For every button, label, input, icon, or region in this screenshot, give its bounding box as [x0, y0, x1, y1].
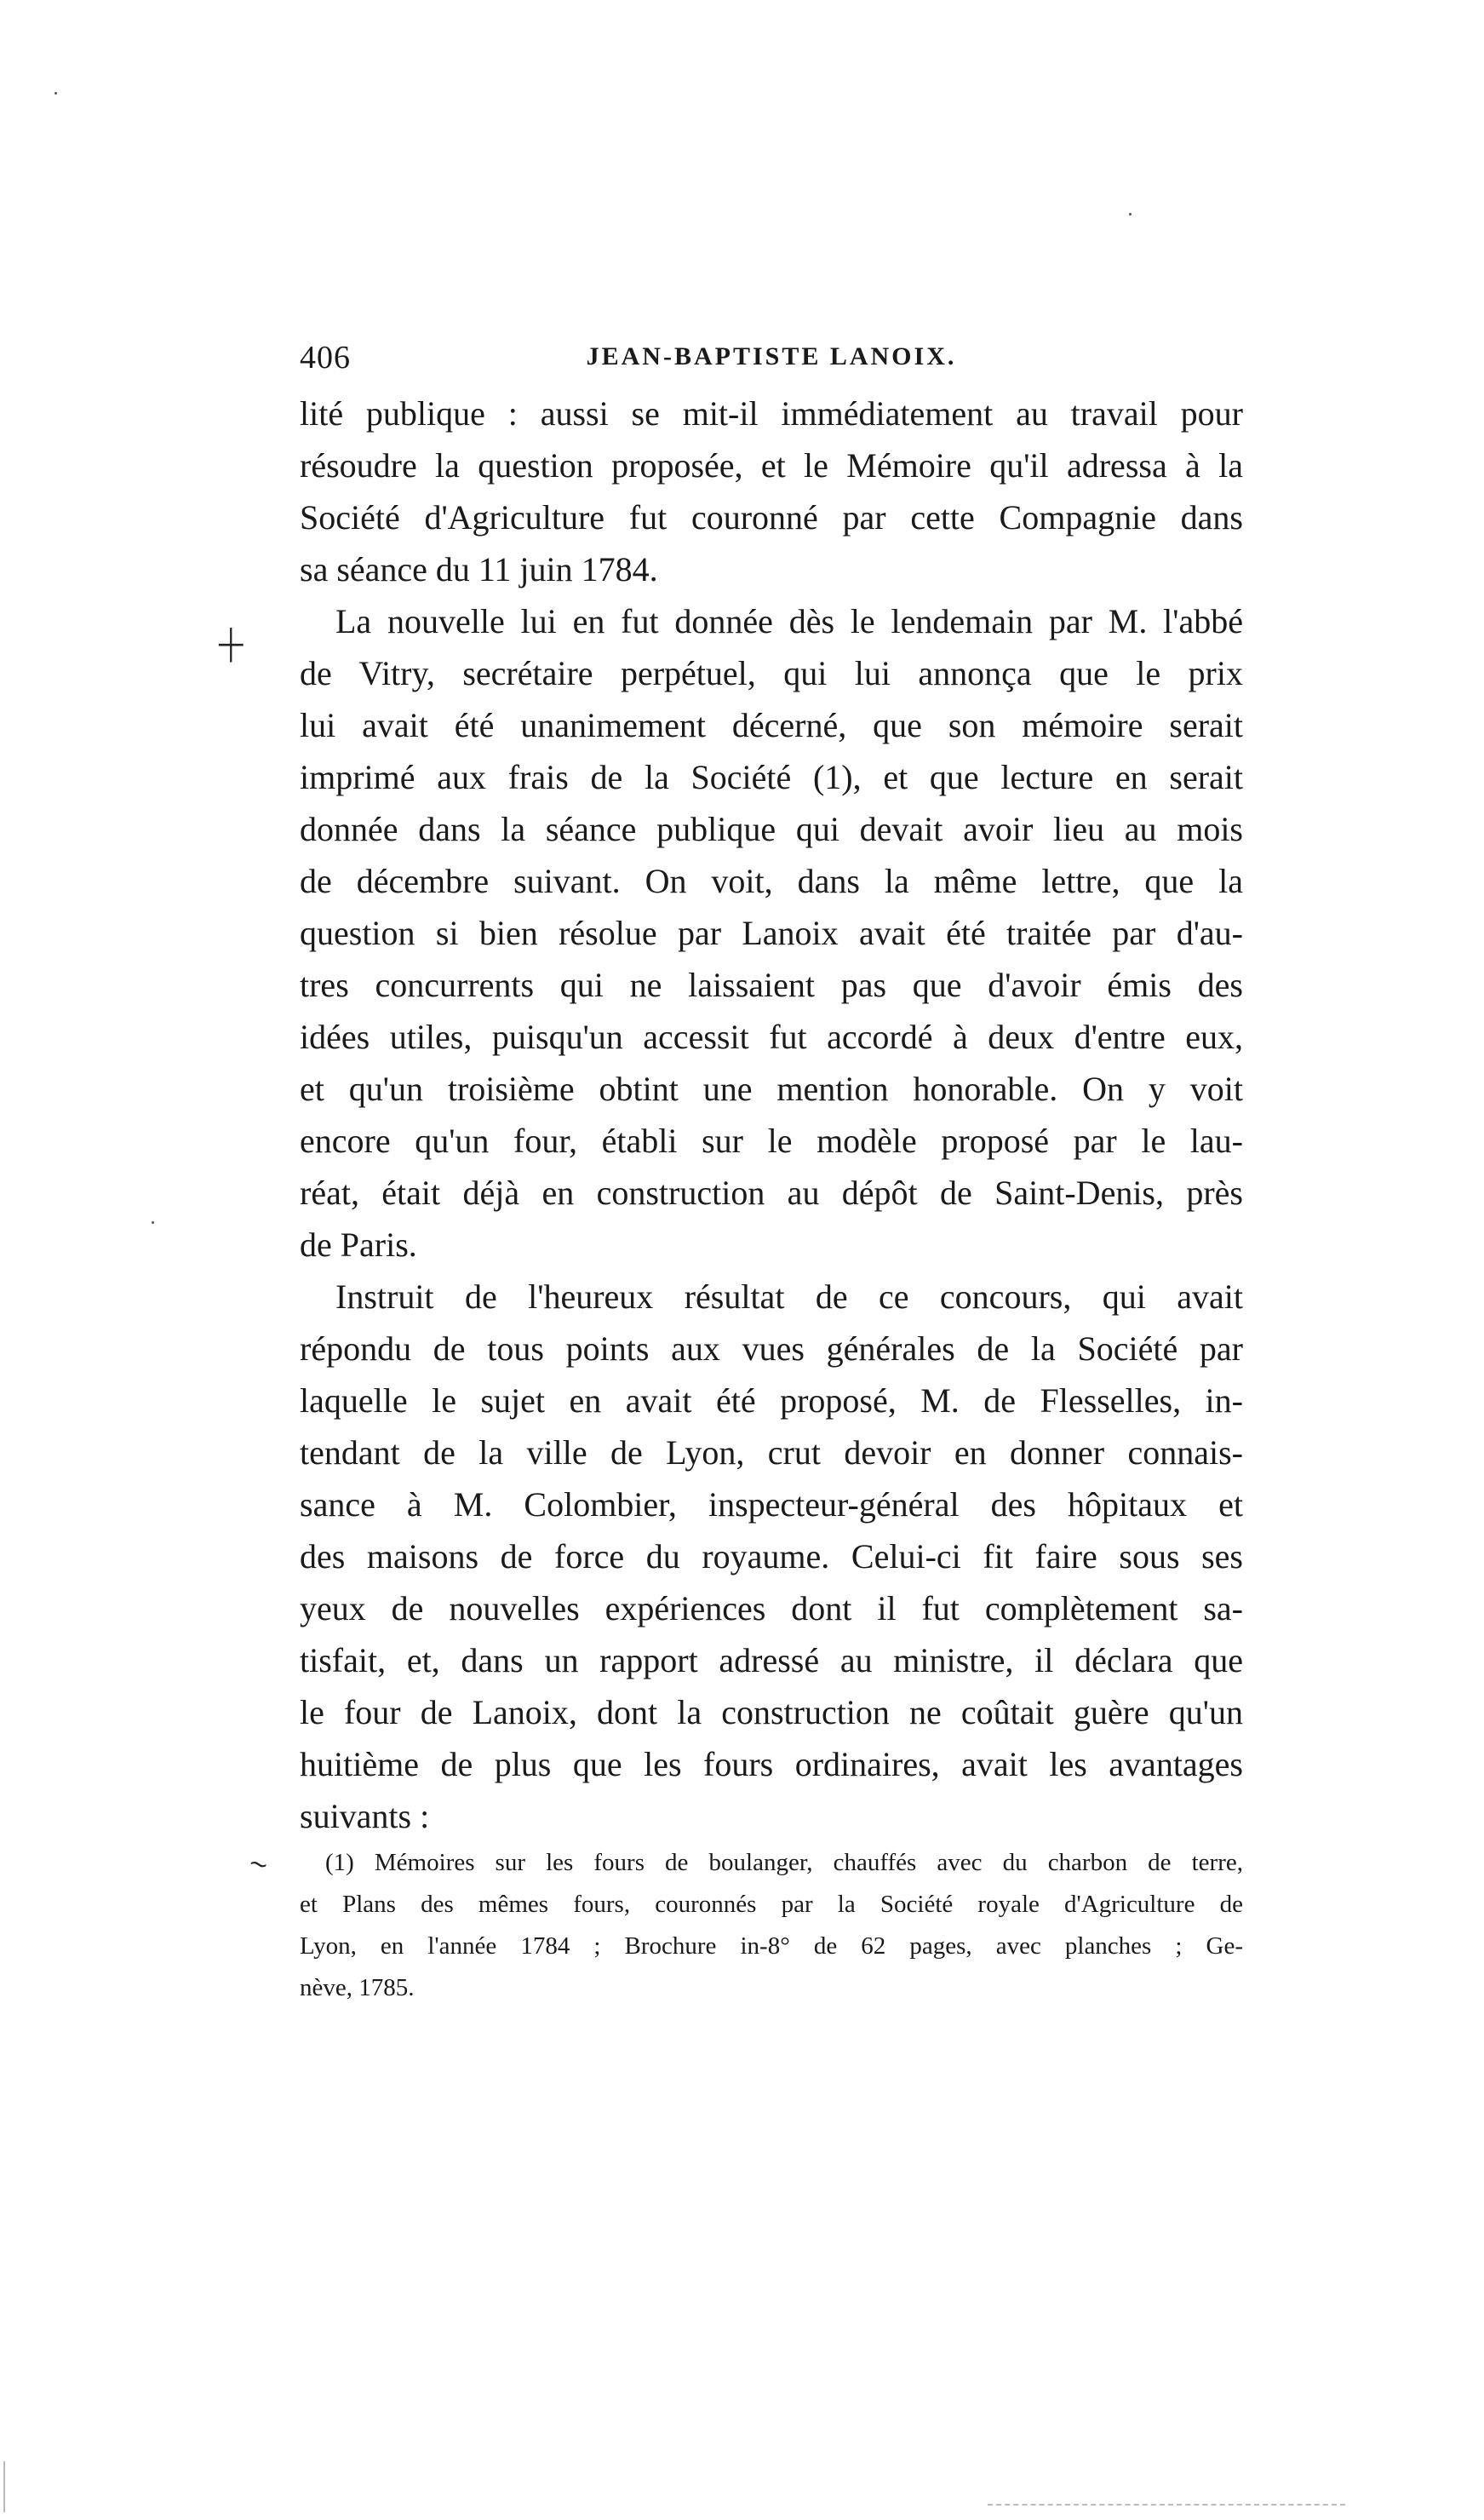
margin-plus-mark: +	[215, 611, 248, 675]
body-line: résoudre la question proposée, et le Mémoire qu'il adressa à la	[300, 446, 1243, 485]
body-line: de Paris.	[300, 1226, 417, 1264]
body-line: tres concurrents qui ne laissaient pas que d'avoir émis des	[300, 966, 1243, 1004]
footnote-line: nève, 1785.	[300, 1974, 415, 2001]
body-line: laquelle le sujet en avait été proposé, M. de Flesselles, in-	[300, 1381, 1243, 1420]
body-line: encore qu'un four, établi sur le modèle proposé par le lau-	[300, 1122, 1243, 1160]
body-line: réat, était déjà en construction au dépôt de Saint-Denis, près	[300, 1174, 1243, 1212]
running-title: JEAN-BAPTISTE LANOIX.	[586, 342, 957, 370]
body-line: le four de Lanoix, dont la construction ne coûtait guère qu'un	[300, 1693, 1243, 1731]
body-line: donnée dans la séance publique qui devait avoir lieu au mois	[300, 810, 1243, 848]
body-line: de décembre suivant. On voit, dans la même lettre, que la	[300, 862, 1243, 900]
scan-left-edge	[3, 2461, 5, 2512]
body-line: La nouvelle lui en fut donnée dès le lendemain par M. l'abbé	[335, 602, 1243, 640]
scan-speck	[1129, 213, 1132, 215]
body-line: des maisons de force du royaume. Celui-ci fit faire sous ses	[300, 1537, 1243, 1576]
page-header	[300, 339, 1243, 382]
margin-dash-mark: ~	[245, 1847, 272, 1880]
footnote-line: Lyon, en l'année 1784 ; Brochure in-8° de 62 pages, avec planches ; Ge-	[300, 1932, 1243, 1960]
scan-speck	[152, 1221, 154, 1224]
body-line: et qu'un troisième obtint une mention honorable. On y voit	[300, 1070, 1243, 1108]
body-line: tisfait, et, dans un rapport adressé au ministre, il déclara que	[300, 1641, 1243, 1679]
body-line: imprimé aux frais de la Société (1), et que lecture en serait	[300, 758, 1243, 796]
footnote-line: (1) Mémoires sur les fours de boulanger, chauffés avec du charbon de terre,	[325, 1849, 1243, 1876]
body-line: tendant de la ville de Lyon, crut devoir en donner connais-	[300, 1433, 1243, 1472]
body-line: sa séance du 11 juin 1784.	[300, 550, 658, 588]
body-line: sance à M. Colombier, inspecteur-général des hôpitaux et	[300, 1485, 1243, 1524]
body-line: question si bien résolue par Lanoix avait été traitée par d'au-	[300, 914, 1243, 952]
page-number: 406	[300, 340, 351, 376]
body-line: huitième de plus que les fours ordinaires, avait les avantages	[300, 1745, 1243, 1783]
footnote-line: et Plans des mêmes fours, couronnés par la Société royale d'Agriculture de	[300, 1891, 1243, 1918]
body-line: yeux de nouvelles expériences dont il fut complètement sa-	[300, 1589, 1243, 1627]
body-line: Société d'Agriculture fut couronné par cette Compagnie dans	[300, 498, 1243, 537]
body-line: Instruit de l'heureux résultat de ce concours, qui avait	[335, 1277, 1243, 1316]
body-line: de Vitry, secrétaire perpétuel, qui lui annonça que le prix	[300, 654, 1243, 692]
scan-speck	[54, 92, 57, 95]
scan-edge-marks	[988, 2504, 1345, 2509]
body-line: suivants :	[300, 1797, 430, 1835]
footnotes	[300, 1842, 1243, 2009]
body-line: lui avait été unanimement décerné, que son mémoire serait	[300, 706, 1243, 744]
body-line: idées utiles, puisqu'un accessit fut accordé à deux d'entre eux,	[300, 1018, 1243, 1056]
body-line: répondu de tous points aux vues générales de la Société par	[300, 1329, 1243, 1368]
body-text	[300, 387, 1243, 1842]
body-line: lité publique : aussi se mit-il immédiatement au travail pour	[300, 394, 1243, 433]
